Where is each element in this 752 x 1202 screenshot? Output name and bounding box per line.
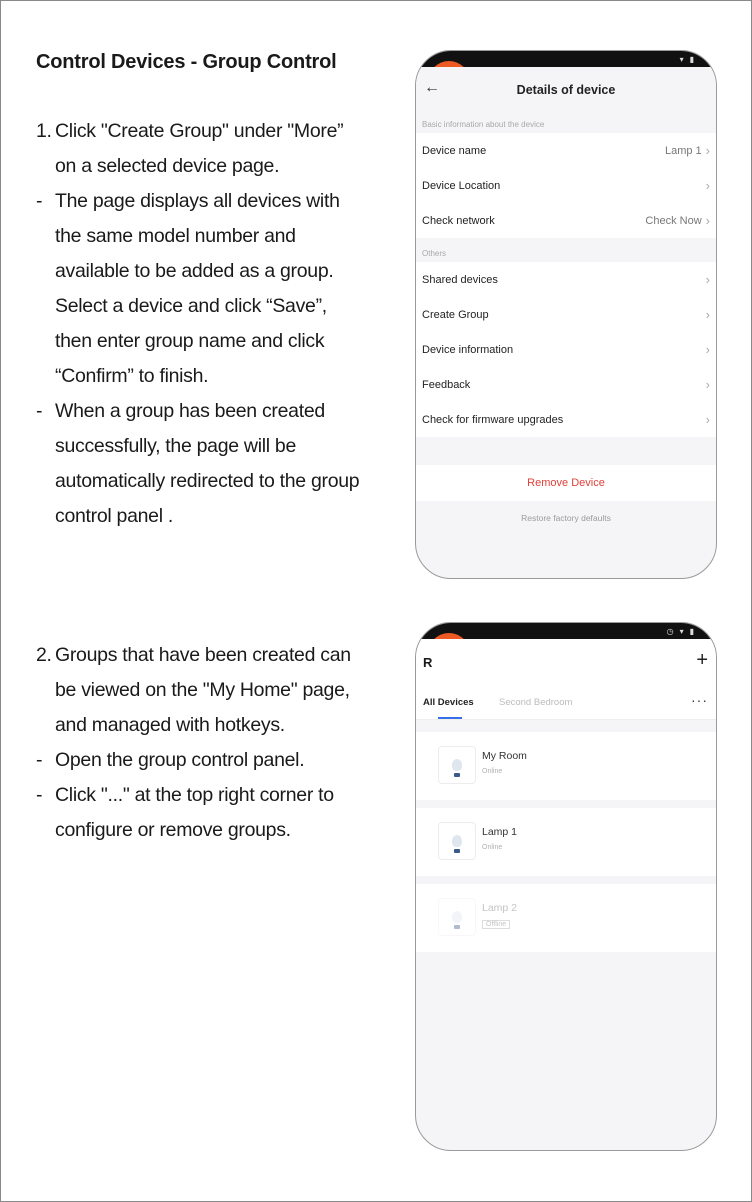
- settings-row-label: Feedback: [422, 378, 471, 391]
- home-title: R: [423, 655, 433, 670]
- instruction-line: [36, 743, 396, 778]
- instruction-text: Click "..." at the top right corner to: [55, 784, 334, 806]
- device-name: Lamp 2: [482, 902, 518, 914]
- more-options-icon[interactable]: ···: [691, 692, 708, 708]
- instruction-text: automatically redirected to the group: [55, 470, 360, 492]
- device-details-title: Details of device: [516, 83, 616, 97]
- instruction-line: [36, 254, 396, 289]
- chevron-right-icon: ›: [705, 178, 710, 193]
- settings-row-label: Device Location: [422, 179, 501, 192]
- device-card[interactable]: [416, 808, 716, 876]
- device-card[interactable]: [416, 884, 716, 952]
- instruction-line: [36, 673, 396, 708]
- instruction-line: [36, 149, 396, 184]
- chevron-right-icon: ›: [705, 143, 710, 158]
- tab-all-devices[interactable]: All Devices: [423, 697, 474, 708]
- settings-row-label: Device name: [422, 144, 487, 157]
- restore-factory-defaults-link[interactable]: Restore factory defaults: [521, 513, 611, 523]
- instruction-text: then enter group name and click: [55, 330, 325, 352]
- instruction-line: [36, 464, 396, 499]
- add-device-icon[interactable]: +: [696, 649, 708, 671]
- settings-row-label: Create Group: [422, 308, 489, 321]
- settings-row-label: Device information: [422, 343, 514, 356]
- settings-row-create-group[interactable]: [416, 297, 716, 332]
- instruction-line: [36, 184, 396, 219]
- instruction-text: available to be added as a group.: [55, 260, 334, 282]
- instruction-text: Click "Create Group" under "More”: [55, 120, 344, 142]
- instruction-line: [36, 499, 396, 534]
- instruction-line: [36, 359, 396, 394]
- settings-row-label: Check for firmware upgrades: [422, 413, 564, 426]
- instruction-text: on a selected device page.: [55, 155, 280, 177]
- bulb-icon: [438, 898, 476, 936]
- settings-row-value: Lamp 1: [664, 144, 702, 157]
- instruction-line: [36, 324, 396, 359]
- instruction-line: [36, 638, 396, 673]
- instruction-text: and managed with hotkeys.: [55, 714, 285, 736]
- settings-row-feedback[interactable]: [416, 367, 716, 402]
- settings-row-value: Check Now: [645, 214, 702, 227]
- instruction-marker: 2.: [36, 644, 52, 666]
- instruction-line: [36, 114, 396, 149]
- instruction-line: [36, 219, 396, 254]
- instruction-line: [36, 778, 396, 813]
- home-header: [416, 639, 716, 683]
- instruction-text: The page displays all devices with: [55, 190, 340, 212]
- instruction-marker: -: [36, 749, 43, 771]
- instruction-text: When a group has been created: [55, 400, 325, 422]
- device-name: My Room: [482, 750, 527, 762]
- instruction-text: Open the group control panel.: [55, 749, 305, 771]
- chevron-right-icon: ›: [705, 272, 710, 287]
- instruction-text: the same model number and: [55, 225, 296, 247]
- instruction-text: successfully, the page will be: [55, 435, 297, 457]
- instruction-text: be viewed on the "My Home" page,: [55, 679, 350, 701]
- active-tab-indicator: [438, 717, 462, 719]
- device-status: Online: [482, 844, 503, 851]
- chevron-right-icon: ›: [705, 213, 710, 228]
- instruction-text: Select a device and click “Save”,: [55, 295, 327, 317]
- settings-row-check-network[interactable]: [416, 203, 716, 238]
- page-title: Control Devices - Group Control: [36, 51, 337, 73]
- section-label-basic: Basic information about the device: [422, 120, 545, 129]
- back-arrow-icon[interactable]: ←: [424, 79, 440, 96]
- bulb-icon: [438, 746, 476, 784]
- remove-device-button[interactable]: Remove Device: [416, 465, 716, 501]
- status-bar: ▾ ▮: [416, 51, 716, 67]
- settings-row-device-name[interactable]: [416, 133, 716, 168]
- chevron-right-icon: ›: [705, 377, 710, 392]
- instruction-line: [36, 813, 396, 848]
- bulb-icon: [438, 822, 476, 860]
- phone-screenshot-device-details: [415, 50, 717, 579]
- instruction-marker: 1.: [36, 120, 52, 142]
- chevron-right-icon: ›: [705, 412, 710, 427]
- settings-row-shared-devices[interactable]: [416, 262, 716, 297]
- instruction-line: [36, 394, 396, 429]
- section-label-others: Others: [422, 249, 447, 258]
- instruction-line: [36, 708, 396, 743]
- instruction-line: [36, 429, 396, 464]
- phone-screenshot-my-home: [415, 622, 717, 1151]
- tab-second-bedroom[interactable]: Second Bedroom: [499, 697, 573, 708]
- settings-row-label: Check network: [422, 214, 495, 227]
- device-details-header: [416, 67, 716, 113]
- device-name: Lamp 1: [482, 826, 518, 838]
- device-status: Offline: [482, 920, 510, 929]
- instruction-line: [36, 289, 396, 324]
- step-1-instructions: [36, 114, 396, 534]
- settings-row-device-location[interactable]: [416, 168, 716, 203]
- room-tabs: [416, 683, 716, 720]
- settings-row-check-for-firmware-upgrades[interactable]: [416, 402, 716, 437]
- chevron-right-icon: ›: [705, 307, 710, 322]
- instruction-marker: -: [36, 784, 43, 806]
- instruction-text: configure or remove groups.: [55, 819, 291, 841]
- instruction-marker: -: [36, 190, 43, 212]
- device-status: Online: [482, 768, 503, 775]
- instruction-text: Groups that have been created can: [55, 644, 351, 666]
- instruction-marker: -: [36, 400, 43, 422]
- device-card[interactable]: [416, 732, 716, 800]
- chevron-right-icon: ›: [705, 342, 710, 357]
- step-2-instructions: [36, 638, 396, 848]
- instruction-text: “Confirm” to finish.: [55, 365, 209, 387]
- settings-row-label: Shared devices: [422, 273, 498, 286]
- instruction-text: control panel .: [55, 505, 173, 527]
- settings-row-device-information[interactable]: [416, 332, 716, 367]
- status-bar: ◷ ▾ ▮: [416, 623, 716, 639]
